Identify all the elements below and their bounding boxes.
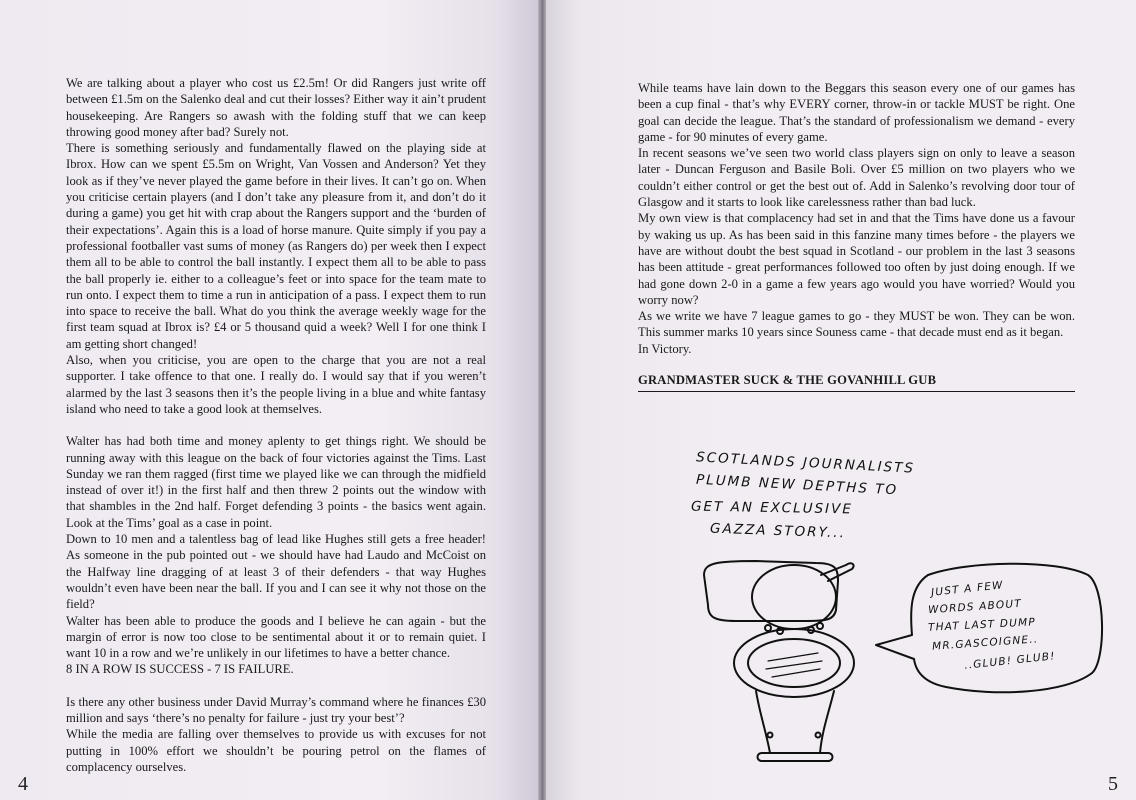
right-page	[546, 0, 1136, 800]
left-paragraph: Also, when you criticise, you are open to the charge that you are not a real supporter. I take offence to that one. I really do. I would say that if you weren’t alarmed by the last 3 seasons then it’s the people living in a blue and white fantasy island who need to take a good look at themselves.	[66, 353, 486, 416]
speech-bubble-line: ..GLUB! GLUB!	[963, 650, 1057, 672]
left-paragraph-slogan: 8 IN A ROW IS SUCCESS - 7 IS FAILURE.	[66, 662, 294, 677]
cartoon-illustration	[690, 435, 1116, 780]
speech-bubble-line: MR.GASCOIGNE..	[931, 633, 1039, 653]
right-paragraph-signoff: In Victory.	[638, 341, 692, 356]
left-paragraph: We are talking about a player who cost us £2.5m! Or did Rangers just write off between £1.5m on the Salenko deal and cut their losses? Either way it ain’t prudent housekeeping. Are Rangers so awash with the folding stuff that we can keep throwing good money after bad? Surely not.	[66, 76, 486, 139]
left-paragraph: Walter has been able to produce the goods and I believe he can again - but the margin of error is now too close to be sentimental about it or to remain quiet. I want 10 in a row and we’re unlikely in our lifetimes to have a better chance.	[66, 613, 486, 661]
cartoon-caption-line: PLUMB NEW DEPTHS TO	[695, 471, 899, 499]
left-paragraph: There is something seriously and fundamentally flawed on the playing side at Ibrox. How can we spent £5.5m on Wright, Van Vossen and Anderson? Yet they look as if they’ve never played the game before in their lives. It can’t go on. When you criticise certain players (and I don’t take any pleasure from it, and don’t do it during a game) you get hit with crap about the Rangers support and the ‘burden of their expectations’. Again this is a load of horse manure. Quite simply if you pay a professional footballer vast sums of money (as Rangers do) per week then I expect them all to be able to control the ball instantly. I expect them all to be able to pass the ball properly ie. either to a colleague’s feet or into space for the team mate to run onto. I expect them to time a run in anticipation of a pass. I expect them to run into space to receive the ball. What do you think the average weekly wage for the first team squad at Ibrox is? £4 or 5 thousand quid a week? Well I for one think I am getting short changed!	[66, 141, 486, 351]
left-paragraph: Is there any other business under David Murray’s command where he finances £30 million and says ‘there’s no penalty for failure - just try your best’?	[66, 694, 486, 725]
speech-bubble-line: JUST A FEW	[930, 579, 1005, 599]
right-paragraph: In recent seasons we’ve seen two world class players sign on only to leave a season later - Duncan Ferguson and Basile Boli. Over £5 million on two players who we couldn’t either control or get the best out of. Add in Salenko’s revolving door tour of Glasgow and it starts to look like carelessness rather than bad luck.	[638, 146, 1075, 210]
left-paragraph: While the media are falling over themselves to provide us with excuses for not putting in 100% effort we shouldn’t be pouring petrol on the flames of complacency ourselves.	[66, 727, 486, 774]
cartoon-caption-line: GET AN EXCLUSIVE	[690, 498, 853, 518]
cartoon-caption-line: SCOTLANDS JOURNALISTS	[695, 449, 916, 477]
right-paragraph: While teams have lain down to the Beggars this season every one of our games has been a cup final - that’s why EVERY corner, throw-in or tackle MUST be right. One goal can decide the league. That’s the standard of professionalism we demand - every game - for 90 minutes of every game.	[638, 81, 1075, 144]
left-page	[0, 0, 540, 800]
right-article-column	[638, 80, 1075, 357]
left-article-column	[66, 75, 486, 775]
toilet-bowl-inner	[748, 639, 840, 687]
toilet-pedestal	[756, 691, 834, 753]
article-byline: GRANDMASTER SUCK & THE GOVANHILL GUB	[638, 373, 1075, 392]
page-number-left: 4	[18, 773, 28, 795]
left-paragraph: Down to 10 men and a talentless bag of lead like Hughes still gets a free header! As someone in the pub pointed out - we should have had Laudo and McCoist on the Halfway line dragging of at least 3 of their defenders - that way Hughes wouldn’t even have been near the ball. If you and I can see it why not those on the field?	[66, 532, 486, 612]
toilet-lid	[752, 565, 836, 629]
right-paragraph: As we write we have 7 league games to go - they MUST be won. They can be won. This summer marks 10 years since Souness came - that decade must end as it began.	[638, 309, 1075, 340]
paragraph-gap	[66, 678, 486, 694]
right-paragraph: My own view is that complacency had set in and that the Tims have done us a favour by waking us up. As has been said in this fanzine many times before - the players we have are without doubt the best squad in Scotland - our problem in the last 3 seasons has been attitude - great performances followed too often by just doing enough. If we had gone down 2-0 in a game a few years ago would you have worried? Would you worry now?	[638, 211, 1075, 307]
page-number-right: 5	[1108, 773, 1118, 795]
paragraph-gap	[66, 417, 486, 433]
speech-bubble-line: THAT LAST DUMP	[927, 616, 1037, 634]
cartoon-caption-line: GAZZA STORY...	[709, 520, 847, 542]
left-paragraph: Walter has had both time and money aplenty to get things right. We should be running away with this league on the back of four victories against the Tims. Last Sunday we ran them ragged (first time we played like we can through the midfield instead of over it!) in the first half and then threw 2 points out the window with that shambles in the 2nd half. Forget defending 3 points - the basics went again. Look at the Tims’ goal as a case in point.	[66, 434, 486, 530]
speech-bubble-line: WORDS ABOUT	[927, 597, 1023, 617]
